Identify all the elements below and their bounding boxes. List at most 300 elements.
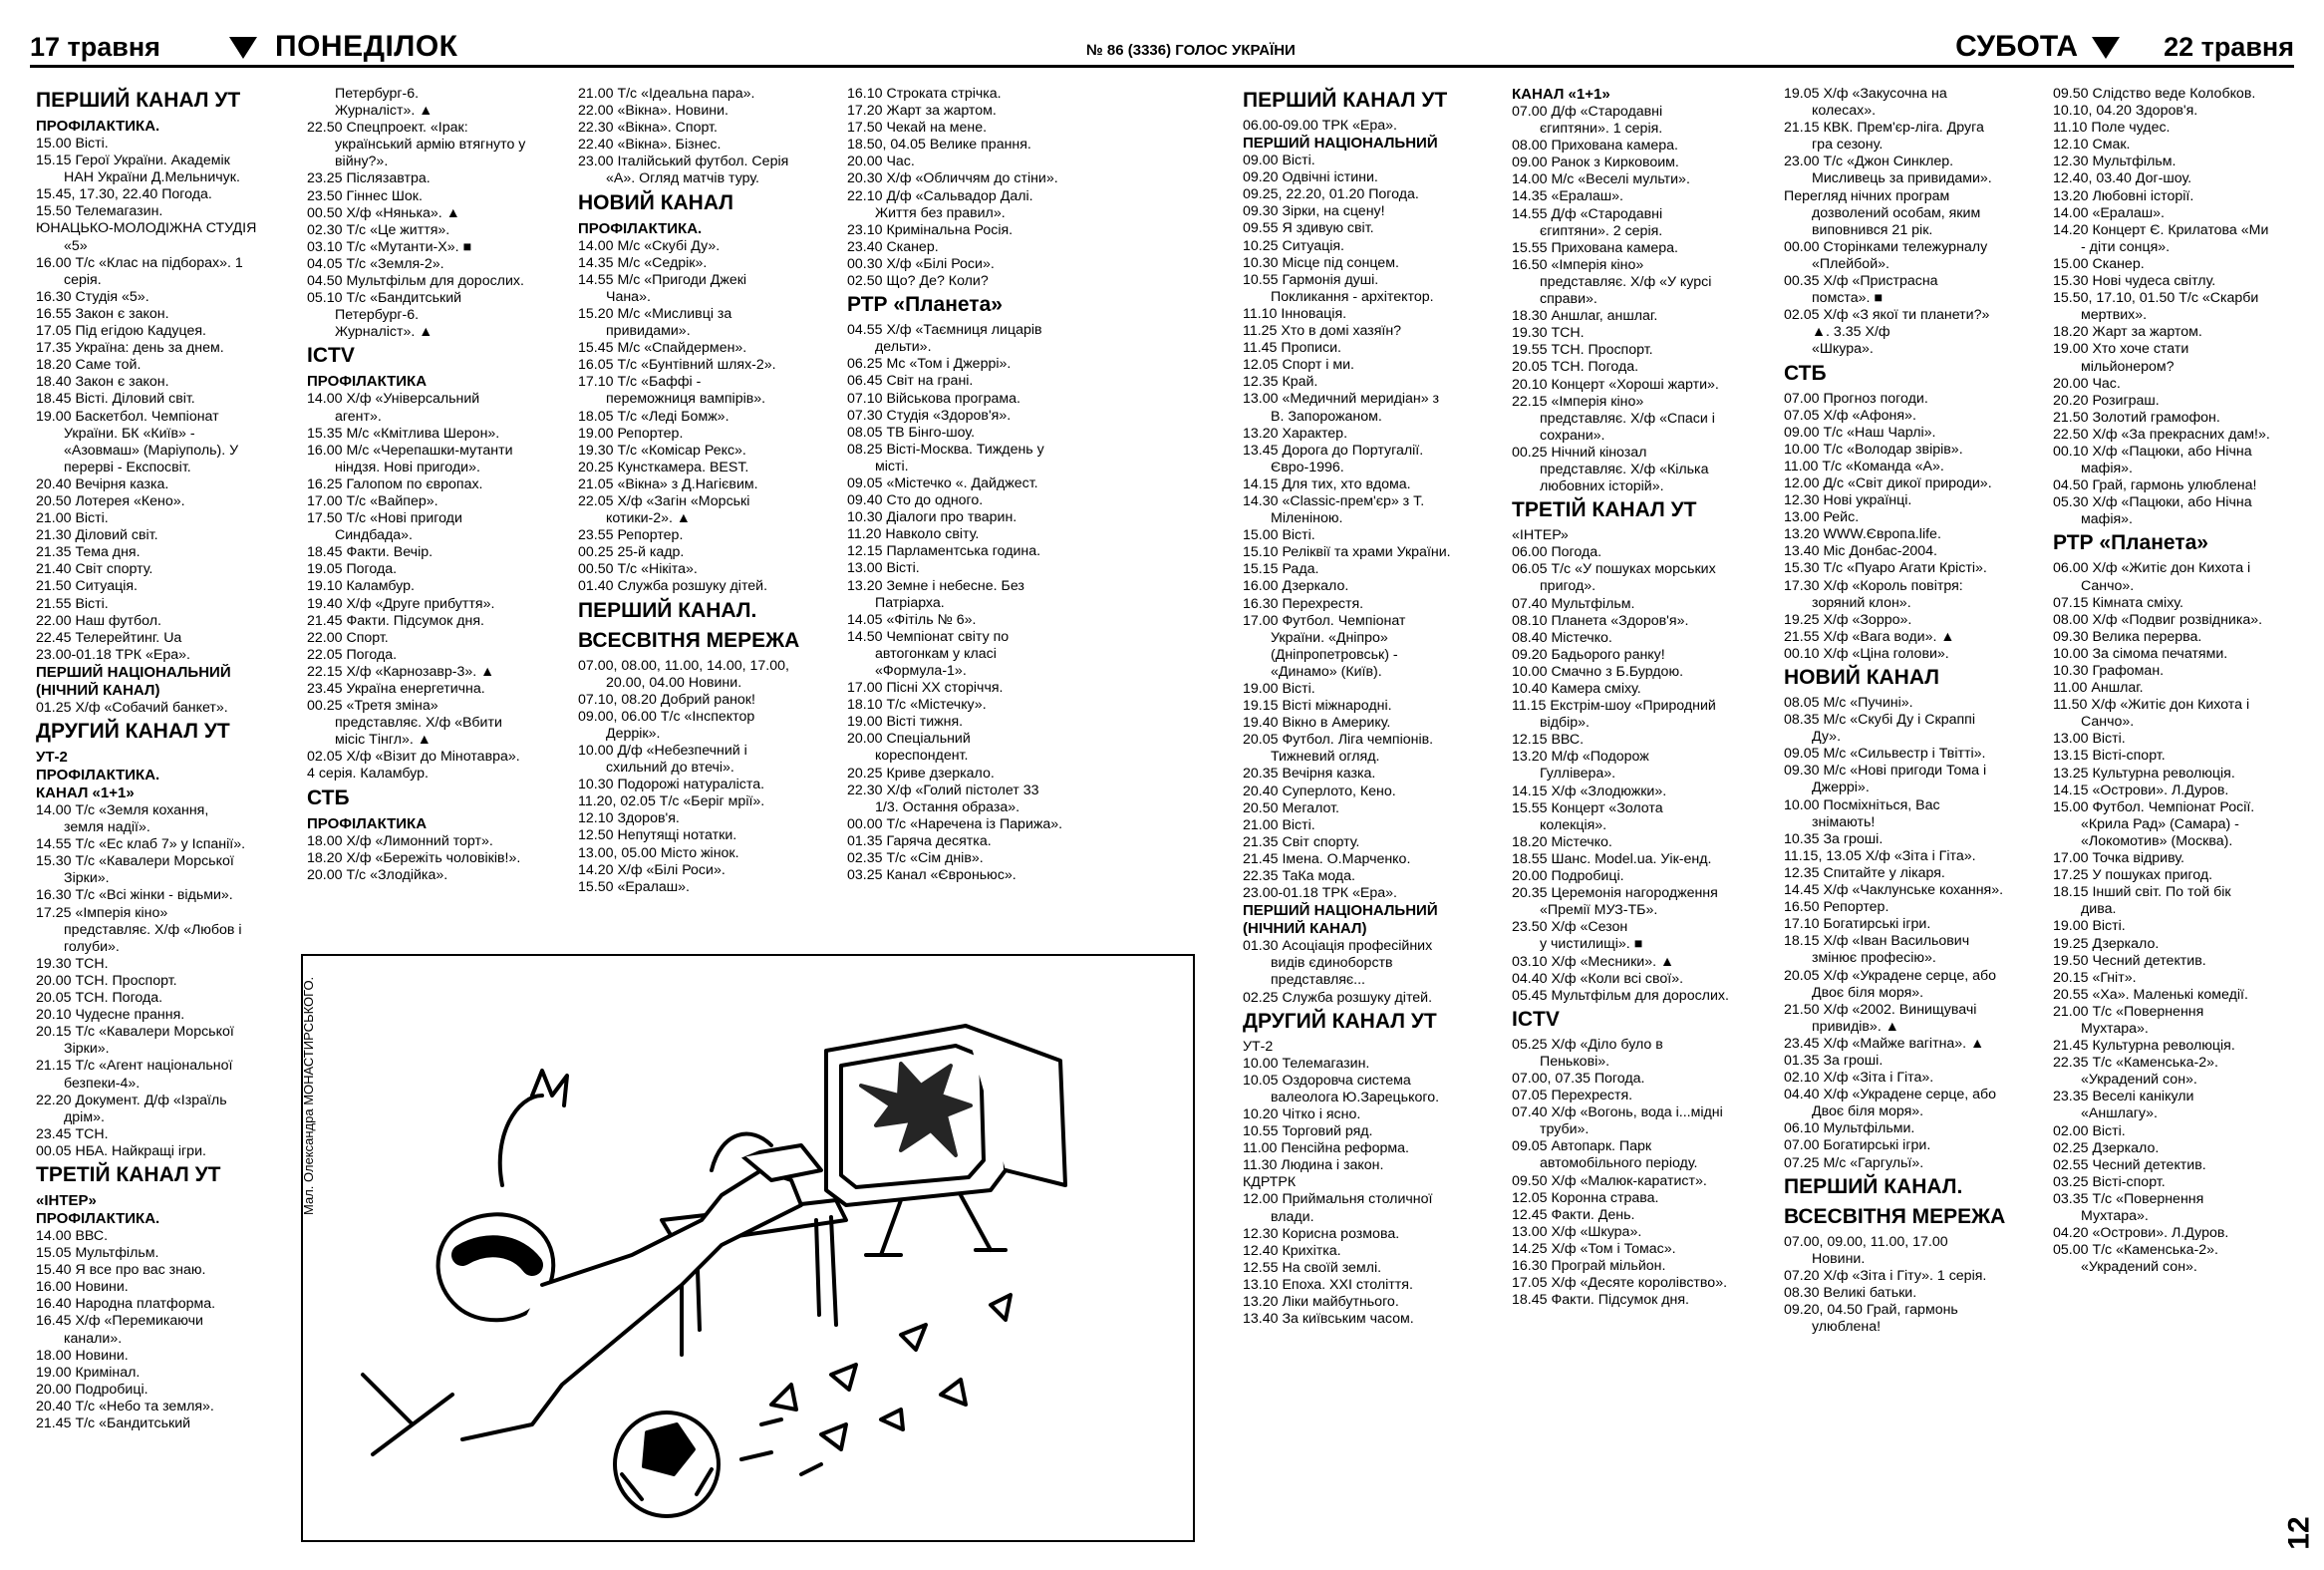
program-line: 00.10 Х/ф «Пацюки, або Нічна: [2053, 443, 2252, 460]
program-line: 14.20 Концерт Є. Крилатова «Ми: [2053, 221, 2269, 238]
program-line: єгиптяни». 2 серія.: [1540, 222, 1663, 239]
program-line: Санчо».: [2081, 714, 2135, 731]
program-line: «Плейбой».: [1812, 255, 1889, 272]
program-line: Гуллівера».: [1540, 766, 1616, 783]
program-line: кореспондент.: [875, 748, 969, 765]
program-line: 15.50 Телемагазин.: [36, 203, 163, 220]
program-line: 19.50 Чесний детектив.: [2053, 952, 2206, 969]
program-line: 16.45 Х/ф «Перемикаючи: [36, 1313, 203, 1330]
program-line: «А». Огляд матчів туру.: [606, 170, 759, 187]
program-line: валеолога Ю.Зарецького.: [1271, 1089, 1440, 1105]
program-line: України. БК «Київ» -: [64, 425, 195, 442]
program-line: дива.: [2081, 901, 2117, 918]
program-line: 11.50 Х/ф «Житіє дон Кихота і: [2053, 697, 2250, 714]
program-line: 14.30 «Classic-прем'єр» з Т.: [1243, 492, 1425, 509]
program-line: 16.00 Новини.: [36, 1279, 129, 1296]
date-left: 17 травня: [30, 32, 160, 62]
program-line: 23.45 Х/ф «Майже вагітна». ▲: [1784, 1035, 1985, 1052]
program-line: 19.40 Вікно в Америку.: [1243, 715, 1391, 732]
program-line: 13.00 «Медичний меридіан» з: [1243, 391, 1440, 408]
program-line: місті.: [875, 458, 909, 474]
program-line: 21.15 Т/с «Агент національної: [36, 1058, 233, 1075]
program-line: привидами».: [606, 323, 691, 340]
channel-heading: РТР «Планета»: [2053, 531, 2208, 555]
program-line: безпеки-4».: [64, 1075, 141, 1092]
program-line: ЮНАЦЬКО-МОЛОДІЖНА СТУДІЯ: [36, 220, 257, 237]
program-line: 14.55 М/с «Пригоди Джекі: [578, 271, 747, 288]
program-line: 23.00-01.18 ТРК «Ера».: [36, 646, 190, 663]
program-line: 07.10, 08.20 Добрий ранок!: [578, 691, 755, 708]
program-line: 19.05 Погода.: [307, 561, 398, 578]
program-line: 21.00 Т/с «Ідеальна пара».: [578, 86, 755, 102]
program-line: 13.45 Дорога до Португалії.: [1243, 442, 1424, 459]
program-line: Міленіною.: [1271, 510, 1343, 527]
program-line: 12.40, 03.40 Дог-шоу.: [2053, 170, 2192, 187]
channel-heading: ВСЕСВІТНЯ МЕРЕЖА: [578, 628, 800, 652]
program-line: 18.20 Жарт за жартом.: [2053, 324, 2202, 341]
program-line: 22.35 Т/с «Каменська-2».: [2053, 1055, 2218, 1072]
schedule-column: [1784, 86, 2028, 1336]
program-line: 01.35 Гаряча десятка.: [847, 832, 992, 849]
program-line: 22.05 Погода.: [307, 646, 398, 663]
program-line: 14.55 Т/с «Ес клаб 7» у Іспанії».: [36, 836, 246, 853]
channel-heading: ПЕРШИЙ КАНАЛ УТ: [36, 89, 241, 112]
program-line: 07.40 Мультфільм.: [1512, 595, 1635, 612]
program-line: 19.55 ТСН. Проспорт.: [1512, 342, 1653, 359]
program-line: 20.25 Кунсткамера. BEST.: [578, 459, 749, 475]
program-line: 15.35 М/с «Кмітлива Шерон».: [307, 425, 500, 442]
program-line: 13.00 Вісті.: [2053, 731, 2126, 748]
program-line: 21.05 «Вікна» з Д.Нагієвим.: [578, 475, 758, 492]
program-line: 13.00, 05.00 Місто жінок.: [578, 844, 739, 861]
program-line: пригод».: [1540, 578, 1597, 595]
program-line: 11.15 Екстрім-шоу «Природний: [1512, 698, 1716, 715]
program-line: 17.25 У пошуках пригод.: [2053, 867, 2213, 884]
program-line: 05.25 Х/ф «Діло було в: [1512, 1036, 1663, 1053]
program-line: «Шкура».: [1812, 341, 1874, 358]
program-line: мафія».: [2081, 511, 2133, 528]
program-line: 15.55 Прихована камера.: [1512, 239, 1678, 256]
program-line: 20.00, 04.00 Новини.: [606, 674, 742, 691]
program-line: 17.35 Україна: день за днем.: [36, 340, 224, 357]
triangle-down-icon: [229, 37, 257, 59]
program-line: 09.05 «Містечко «. Дайджест.: [847, 474, 1038, 491]
program-line: 23.00 Італійський футбол. Серія: [578, 154, 789, 170]
program-line: Чана».: [606, 288, 651, 305]
program-line: ▲. 3.35 Х/ф: [1812, 324, 1890, 341]
program-line: 13.20 WWW.Європа.life.: [1784, 526, 1941, 543]
program-line: (Дніпропетровськ) -: [1271, 646, 1398, 663]
channel-heading: НОВИЙ КАНАЛ: [1784, 666, 1939, 689]
program-line: 15.10 Реліквії та храми України.: [1243, 544, 1451, 561]
program-line: 17.25 «Імперія кіно»: [36, 904, 168, 921]
channel-heading: СТБ: [1784, 361, 1827, 385]
page-number: 12: [2282, 1516, 2316, 1550]
program-line: 09.40 Сто до одного.: [847, 492, 984, 509]
program-line: 21.45 Імена. О.Марченко.: [1243, 850, 1411, 867]
issue-label: № 86 (3336) ГОЛОС УКРАЇНИ: [1086, 42, 1296, 59]
program-line: 02.50 Що? Де? Коли?: [847, 273, 989, 290]
program-line: 09.00 Вісті.: [1243, 153, 1315, 169]
program-line: земля надії».: [64, 819, 150, 836]
program-line: Мухтара».: [2081, 1208, 2149, 1224]
program-line: 21.50 Х/ф «2002. Винищувачі: [1784, 1001, 1977, 1018]
cartoon-credit: Мал. Олександра МОНАСТИРСЬКОГО.: [301, 976, 316, 1215]
program-line: 10.55 Гармонія душі.: [1243, 271, 1379, 288]
day-right-label: СУБОТА: [1955, 30, 2078, 63]
section-label: ПЕРШИЙ НАЦІОНАЛЬНИЙ: [1243, 135, 1438, 153]
program-line: 02.35 Т/с «Сім днів».: [847, 850, 984, 867]
program-line: 12.55 На своїй землі.: [1243, 1259, 1382, 1276]
program-line: 1/3. Остання образа».: [875, 798, 1020, 815]
program-line: 15.20 М/с «Мисливці за: [578, 305, 732, 322]
program-line: 22.35 ТаКа мода.: [1243, 868, 1355, 885]
schedule-column: [2053, 86, 2297, 1276]
program-line: 18.10 Т/с «Містечку».: [847, 697, 987, 714]
program-line: 19.15 Вісті міжнародні.: [1243, 698, 1392, 715]
program-line: 15.30 Т/с «Кавалери Морської: [36, 853, 234, 870]
program-line: 04.20 «Острови». Л.Дуров.: [2053, 1225, 2229, 1242]
program-line: 12.30 Нові українці.: [1784, 492, 1912, 509]
program-line: 10.05 Оздоровча система: [1243, 1072, 1411, 1089]
section-label: (НІЧНИЙ КАНАЛ): [1243, 920, 1367, 938]
program-line: 02.55 Чесний детектив.: [2053, 1156, 2206, 1173]
program-line: 02.00 Вісті.: [2053, 1122, 2126, 1139]
program-line: український армію втягнуто у: [335, 137, 526, 154]
program-line: 20.40 Т/с «Небо та земля».: [36, 1398, 214, 1414]
page-header: [30, 28, 2294, 68]
program-line: 22.15 «Імперія кіно»: [1512, 393, 1644, 410]
program-line: 07.20 Х/ф «Зіта і Гіту». 1 серія.: [1784, 1267, 1987, 1284]
program-line: 10.30 Місце під сонцем.: [1243, 254, 1399, 271]
program-line: автомобільного періоду.: [1540, 1155, 1698, 1172]
program-line: 19.10 Каламбур.: [307, 578, 415, 595]
program-line: Життя без правил».: [875, 204, 1006, 221]
program-line: 22.00 «Вікна». Новини.: [578, 103, 728, 120]
program-line: 01.40 Служба розшуку дітей.: [578, 578, 768, 595]
program-line: «Азовмаш» (Маріуполь). У: [64, 442, 239, 459]
program-line: 14.45 Х/ф «Чаклунське кохання».: [1784, 882, 2004, 899]
program-line: представляє...: [1271, 972, 1365, 989]
program-line: 18.45 Вісті. Діловий світ.: [36, 391, 195, 408]
program-line: Перегляд нічних програм: [1784, 187, 1950, 204]
program-line: 10.00 Д/ф «Небезпечний і: [578, 743, 747, 759]
program-line: «Аншлагу».: [2081, 1105, 2158, 1122]
section-label: ПРОФІЛАКТИКА: [307, 373, 428, 391]
program-line: 04.40 Х/ф «Украдене серце, або: [1784, 1087, 1997, 1103]
program-line: 10.00 Смачно з Б.Бурдою.: [1512, 663, 1684, 680]
section-label: УТ-2: [36, 749, 68, 766]
program-line: 21.00 Вісті.: [36, 510, 109, 527]
program-line: 19.00 Репортер.: [578, 425, 684, 442]
program-line: 21.50 Золотий грамофон.: [2053, 409, 2220, 426]
program-line: у чистилищі». ■: [1540, 936, 1643, 953]
program-line: 07.00, 08.00, 11.00, 14.00, 17.00,: [578, 657, 789, 674]
program-line: 16.00 М/с «Черепашки-мутанти: [307, 442, 513, 459]
program-line: голуби».: [64, 938, 120, 955]
program-line: 18.00 Х/ф «Лимонний торт».: [307, 832, 493, 849]
program-line: 18.15 Інший світ. По той бік: [2053, 884, 2231, 901]
program-line: 01.30 Асоціація професійних: [1243, 938, 1433, 955]
program-line: 19.00 Баскетбол. Чемпіонат: [36, 408, 219, 425]
program-line: «Формула-1».: [875, 663, 967, 679]
program-line: 20.30 Х/ф «Обличчям до стіни».: [847, 170, 1058, 187]
program-line: 04.50 Грай, гармонь улюблена!: [2053, 477, 2257, 494]
program-line: представляє. Х/ф «Кілька: [1540, 461, 1709, 477]
program-line: 10.30 Графоман.: [2053, 663, 2165, 679]
program-line: представляє. Х/ф «Вбити: [335, 715, 502, 732]
program-line: 10.00 За сімома печатями.: [2053, 645, 2228, 662]
program-line: 16.40 Народна платформа.: [36, 1296, 216, 1313]
channel-heading: СТБ: [307, 785, 350, 809]
program-line: 06.00-09.00 ТРК «Ера».: [1243, 118, 1397, 134]
program-line: Патріарха.: [875, 594, 945, 611]
program-line: 22.30 Х/ф «Голий пістолет 33: [847, 782, 1039, 798]
program-line: мертвих».: [2081, 307, 2148, 324]
program-line: 06.25 Мс «Том і Джеррі».: [847, 356, 1012, 373]
program-line: 11.45 Прописи.: [1243, 340, 1341, 357]
program-line: 23.50 Х/ф «Сезон: [1512, 919, 1628, 936]
program-line: 02.25 Служба розшуку дітей.: [1243, 989, 1433, 1006]
program-line: 01.35 За гроші.: [1784, 1052, 1884, 1069]
program-line: 20.05 ТСН. Погода.: [36, 990, 163, 1007]
program-line: 10.40 Камера сміху.: [1512, 681, 1641, 697]
program-line: 02.30 Т/с «Це життя».: [307, 221, 450, 238]
program-line: 22.05 Х/ф «Загін «Морські: [578, 492, 750, 509]
program-line: 17.30 Х/ф «Король повітря:: [1784, 577, 1963, 594]
program-line: 16.30 Програй мільйон.: [1512, 1258, 1666, 1274]
program-line: 11.10 Інновація.: [1243, 305, 1347, 322]
program-line: 03.10 Х/ф «Месники». ▲: [1512, 953, 1675, 970]
program-line: 12.30 Мультфільм.: [2053, 154, 2177, 170]
program-line: війну?».: [335, 154, 389, 170]
program-line: - діти сонця».: [2081, 238, 2171, 255]
program-line: 11.15, 13.05 Х/ф «Зіта і Гіта».: [1784, 847, 1976, 864]
program-line: ніндзя. Нові пригоди».: [335, 459, 480, 475]
program-line: 09.05 Автопарк. Парк: [1512, 1138, 1652, 1155]
program-line: 14.00 Х/ф «Універсальний: [307, 391, 480, 408]
program-line: 07.00 Д/ф «Стародавні: [1512, 104, 1663, 120]
program-line: 00.35 Х/ф «Пристрасна: [1784, 273, 1938, 290]
section-label: ПРОФІЛАКТИКА.: [36, 767, 160, 784]
program-line: 10.00 Посміхніться, Вас: [1784, 796, 1940, 813]
date-right: 22 травня: [2164, 32, 2294, 62]
channel-heading: ТРЕТІЙ КАНАЛ УТ: [36, 1162, 221, 1186]
program-line: 10.00 Телемагазин.: [1243, 1055, 1370, 1072]
program-line: 00.25 25-й кадр.: [578, 544, 685, 561]
program-line: серія.: [64, 271, 102, 288]
program-line: 20.05 ТСН. Погода.: [1512, 359, 1639, 376]
program-line: 07.00, 09.00, 11.00, 17.00: [1784, 1233, 1948, 1250]
program-line: 4 серія. Каламбур.: [307, 766, 429, 783]
program-line: 14.00 Т/с «Земля кохання,: [36, 802, 209, 818]
program-line: Журналіст». ▲: [335, 103, 434, 120]
program-line: 23.25 Післязавтра.: [307, 170, 431, 187]
program-line: 13.20 Характер.: [1243, 425, 1348, 442]
program-line: «Украдений сон».: [2081, 1072, 2197, 1089]
channel-heading: НОВИЙ КАНАЛ: [578, 190, 733, 214]
program-line: 21.45 Факти. Підсумок дня.: [307, 612, 484, 629]
channel-heading: ПЕРШИЙ КАНАЛ.: [578, 598, 757, 622]
program-line: виповнився 21 рік.: [1812, 221, 1933, 238]
program-line: 18.05 Т/с «Леді Бомж».: [578, 408, 729, 425]
program-line: автогонкам у класі: [875, 645, 997, 662]
program-line: 07.15 Кімната сміху.: [2053, 594, 2183, 611]
program-line: 14.55 Д/ф «Стародавні: [1512, 205, 1663, 222]
program-line: 14.00 М/с «Веселі мульти».: [1512, 171, 1690, 188]
program-line: 16.55 Закон є закон.: [36, 305, 169, 322]
program-line: 23.45 Україна енергетична.: [307, 681, 485, 697]
program-line: 15.50, 17.10, 01.50 Т/с «Скарби: [2053, 290, 2259, 307]
program-line: 14.15 «Острови». Л.Дуров.: [2053, 782, 2229, 798]
program-line: 20.00 Час.: [847, 154, 915, 170]
program-line: помста». ■: [1812, 290, 1883, 307]
program-line: 22.10 Д/ф «Сальвадор Далі.: [847, 187, 1033, 204]
program-line: 09.30 М/с «Нові пригоди Тома і: [1784, 763, 1987, 780]
program-line: 09.00 Т/с «Наш Чарлі».: [1784, 424, 1936, 441]
program-line: 02.25 Дзеркало.: [2053, 1139, 2160, 1156]
program-line: 17.00 Пісні ХХ сторіччя.: [847, 680, 1004, 697]
program-line: перерві - Експосвіт.: [64, 459, 191, 475]
section-label: ПРОФІЛАКТИКА.: [36, 118, 160, 135]
triangle-down-icon: [2092, 37, 2120, 59]
program-line: 15.50 «Ералаш».: [578, 878, 690, 895]
program-line: України. «Дніпро»: [1271, 629, 1388, 646]
program-line: 20.15 Т/с «Кавалери Морської: [36, 1024, 234, 1041]
program-line: 09.55 Я здивую світ.: [1243, 220, 1374, 237]
program-line: 20.50 Лотерея «Кено».: [36, 492, 185, 509]
program-line: 20.05 Х/ф «Украдене серце, або: [1784, 967, 1997, 984]
program-line: 17.10 Богатирські ігри.: [1784, 916, 1931, 933]
program-line: 20.00 ТСН. Проспорт.: [36, 972, 177, 989]
program-line: знімають!: [1812, 813, 1876, 830]
program-line: 16.30 Т/с «Всі жінки - відьми».: [36, 887, 233, 904]
program-line: 08.35 М/с «Скубі Ду і Скраппі: [1784, 712, 1976, 729]
program-line: 07.05 Х/ф «Афоня».: [1784, 407, 1916, 424]
program-line: 22.20 Документ. Д/ф «Ізраїль: [36, 1092, 227, 1108]
program-line: 16.00 Дзеркало.: [1243, 578, 1349, 595]
program-line: дрім».: [64, 1108, 105, 1125]
program-line: Петербург-6.: [335, 86, 420, 102]
program-line: мафія».: [2081, 461, 2133, 477]
program-line: 13.20 Земне і небесне. Без: [847, 577, 1024, 594]
program-line: 15.15 Герої України. Академік: [36, 153, 230, 169]
program-line: 15.55 Концерт «Золота: [1512, 799, 1663, 816]
program-line: 20.40 Суперлото, Кено.: [1243, 783, 1396, 799]
program-line: 13.25 Культурна революція.: [2053, 765, 2235, 782]
program-line: «ІНТЕР»: [1512, 527, 1569, 544]
program-line: переможниця вампірів».: [606, 391, 766, 408]
program-line: 13.20 Ліки майбутнього.: [1243, 1294, 1399, 1310]
program-line: відбір».: [1540, 715, 1590, 732]
program-line: 16.05 Т/с «Бунтівний шлях-2».: [578, 357, 776, 374]
program-line: 22.00 Наш футбол.: [36, 612, 161, 629]
program-line: 19.30 ТСН.: [1512, 325, 1585, 342]
program-line: 20.25 Криве дзеркало.: [847, 765, 995, 782]
program-line: улюблена!: [1812, 1319, 1882, 1336]
program-line: 19.25 Дзеркало.: [2053, 935, 2160, 952]
day-right: [1955, 30, 2120, 64]
program-line: 19.00 Вісті.: [1243, 681, 1315, 697]
program-line: 07.05 Перехрестя.: [1512, 1088, 1633, 1104]
program-line: 17.00 Т/с «Вайпер».: [307, 492, 438, 509]
program-line: 20.35 Церемонія нагородження: [1512, 885, 1718, 902]
section-label: «ІНТЕР»: [36, 1191, 97, 1209]
program-line: 14.35 «Ералаш».: [1512, 188, 1623, 205]
program-line: 21.55 Х/ф «Вага води». ▲: [1784, 628, 1955, 645]
program-line: 03.10 Т/с «Мутанти-Х». ■: [307, 238, 472, 255]
program-line: 10.00 Т/с «Володар звірів».: [1784, 441, 1963, 458]
program-line: 11.00 Пенсійна реформа.: [1243, 1140, 1409, 1157]
program-line: 20.00 Т/с «Злодійка».: [307, 866, 448, 883]
program-line: 20.40 Вечірня казка.: [36, 475, 169, 492]
program-line: канали».: [64, 1330, 123, 1347]
program-line: 20.35 Вечірня казка.: [1243, 766, 1376, 783]
program-line: 16.50 Репортер.: [1784, 899, 1889, 916]
program-line: 13.00 Х/ф «Шкура».: [1512, 1223, 1642, 1240]
program-line: 10.10, 04.20 Здоров'я.: [2053, 103, 2198, 120]
program-line: «Крила Рад» (Самара) -: [2081, 815, 2239, 832]
program-line: 12.00 Приймальня столичної: [1243, 1191, 1433, 1208]
program-line: котики-2». ▲: [606, 510, 691, 527]
program-line: зоряний клон».: [1812, 594, 1911, 611]
channel-heading: ICTV: [307, 344, 355, 368]
schedule-column: [36, 86, 280, 1432]
program-line: 18.15 Х/ф «Іван Васильович: [1784, 933, 1970, 950]
program-line: 12.50 Непутящі нотатки.: [578, 827, 737, 844]
program-line: 18.45 Факти. Підсумок дня.: [1512, 1292, 1689, 1309]
program-line: 03.25 Вісті-спорт.: [2053, 1173, 2166, 1190]
program-line: 04.50 Мультфільм для дорослих.: [307, 273, 524, 290]
channel-heading: ВСЕСВІТНЯ МЕРЕЖА: [1784, 1204, 2006, 1228]
program-line: 11.00 Т/с «Команда «А».: [1784, 458, 1944, 474]
section-label: (НІЧНИЙ КАНАЛ): [36, 681, 160, 699]
program-line: 18.20 Містечко.: [1512, 833, 1612, 850]
program-line: 00.00 Сторінками тележурналу: [1784, 238, 1988, 255]
program-line: сохрани».: [1540, 427, 1605, 444]
program-line: 19.30 Т/с «Комісар Рекс».: [578, 442, 746, 459]
program-line: Деррік».: [606, 725, 661, 742]
program-line: 10.20 Чітко і ясно.: [1243, 1105, 1361, 1122]
program-line: 14.25 Х/ф «Том і Томас».: [1512, 1240, 1676, 1257]
program-line: 14.00 «Ералаш».: [2053, 204, 2165, 221]
program-line: 22.30 «Вікна». Спорт.: [578, 120, 718, 137]
program-line: 14.00 ВВС.: [36, 1227, 109, 1244]
schedule-column: [847, 86, 1091, 884]
program-line: 09.05 М/с «Сильвестр і Твітті».: [1784, 746, 1986, 763]
day-left: [229, 30, 457, 64]
program-line: 21.35 Світ спорту.: [1243, 833, 1360, 850]
program-line: 07.10 Військова програма.: [847, 390, 1020, 407]
program-line: 17.10 Т/с «Баффі -: [578, 374, 702, 391]
section-label: КАНАЛ «1+1»: [36, 785, 135, 801]
program-line: 08.05 ТВ Бінго-шоу.: [847, 424, 976, 441]
program-line: 06.00 Х/ф «Житіє дон Кихота і: [2053, 560, 2251, 577]
program-line: 21.15 КВК. Прем'єр-ліга. Друга: [1784, 120, 1984, 137]
program-line: 05.45 Мультфільм для дорослих.: [1512, 987, 1729, 1004]
program-line: 21.50 Ситуація.: [36, 578, 139, 595]
schedule-column: [578, 86, 822, 896]
program-line: Пенькові».: [1540, 1053, 1610, 1070]
program-line: 19.25 Х/ф «Зорро».: [1784, 611, 1912, 628]
program-line: мільйонером?: [2081, 358, 2175, 375]
program-line: 19.00 Вісті тижня.: [847, 714, 964, 731]
channel-heading: РТР «Планета»: [847, 293, 1003, 317]
program-line: 21.35 Тема дня.: [36, 544, 141, 561]
program-line: Петербург-6.: [335, 307, 420, 324]
program-line: 11.20 Навколо світу.: [847, 526, 980, 543]
program-line: 11.30 Людина і закон.: [1243, 1157, 1384, 1174]
